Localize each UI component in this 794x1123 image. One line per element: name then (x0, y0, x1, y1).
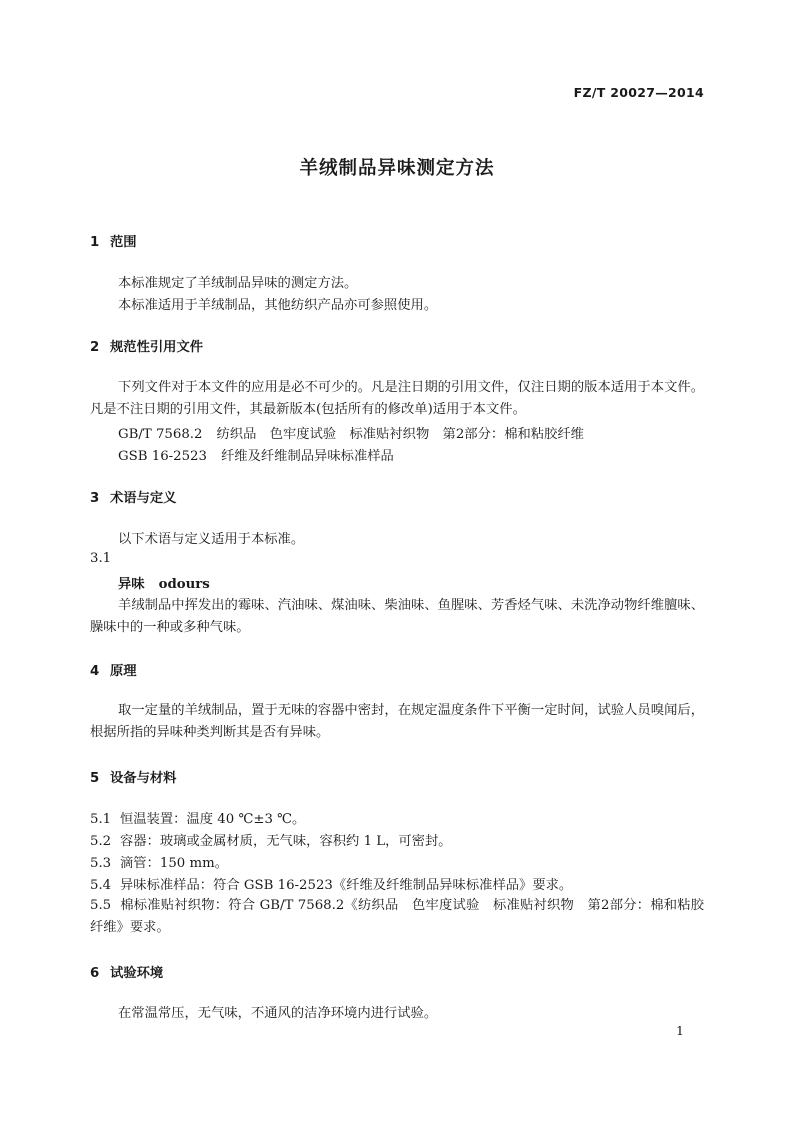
item-text: 异味标准样品：符合 GSB 16-2523《纤维及纤维制品异味标准样品》要求。 (120, 878, 573, 893)
item-text: 容器：玻璃或金属材质，无气味，容积约 1 L，可密封。 (120, 834, 452, 849)
section-number: 1 (90, 235, 100, 250)
paragraph: 本标准规定了羊绒制品异味的测定方法。 (118, 276, 358, 291)
section-title: 设备与材料 (110, 771, 177, 786)
section-title: 范围 (110, 235, 137, 250)
term-definition: 羊绒制品中挥发出的霉味、汽油味、煤油味、柴油味、鱼腥味、芳香烃气味、未洗净动物纤维膻味、臊味中的一种或多种气味。 (90, 598, 704, 635)
section-title: 术语与定义 (110, 491, 177, 506)
section-heading-3 (90, 487, 176, 506)
item-number: 5.5 (90, 898, 112, 913)
section-number: 5 (90, 771, 100, 786)
reference-title: 纤维及纤维制品异味标准样品 (220, 449, 394, 464)
subsection-number: 3.1 (90, 551, 112, 566)
reference-title: 纺织品 色牢度试验 标准贴衬织物 第2部分：棉和粘胶纤维 (216, 427, 584, 442)
section-heading-5 (90, 767, 176, 786)
list-item (90, 874, 572, 893)
list-item (90, 808, 305, 827)
section-title: 原理 (110, 664, 137, 679)
item-number: 5.4 (90, 878, 112, 893)
section-title: 规范性引用文件 (110, 340, 204, 355)
item-number: 5.3 (90, 856, 112, 871)
section-title: 试验环境 (110, 966, 164, 981)
paragraph: 下列文件对于本文件的应用是必不可少的。凡是注日期的引用文件，仅注日期的版本适用于本文件。凡是不注日期的引用文件，其最新版本(包括所有的修改单)适用于本文件。 (90, 380, 704, 417)
page-number: 1 (676, 1023, 684, 1038)
reference-item (118, 423, 584, 442)
item-number: 5.1 (90, 812, 112, 827)
reference-item (118, 445, 394, 464)
reference-code: GSB 16-2523 (118, 449, 207, 464)
standard-code: FZ/T 20027—2014 (573, 85, 704, 100)
paragraph: 本标准适用于羊绒制品，其他纺织产品亦可参照使用。 (118, 298, 438, 313)
section-heading-1 (90, 231, 137, 250)
section-heading-6 (90, 962, 163, 981)
term-chinese: 异味 (118, 577, 145, 592)
section-number: 3 (90, 491, 100, 506)
document-title: 羊绒制品异味测定方法 (299, 158, 495, 179)
term-english: odours (158, 577, 210, 592)
section-number: 4 (90, 664, 100, 679)
item-text: 棉标准贴衬织物：符合 GB/T 7568.2《纺织品 色牢度试验 标准贴衬织物 第2部分：棉和粘胶纤维》要求。 (90, 898, 704, 935)
paragraph: 取一定量的羊绒制品，置于无味的容器中密封，在规定温度条件下平衡一定时间，试验人员嗅闻后，根据所指的异味种类判断其是否有异味。 (90, 703, 704, 740)
reference-code: GB/T 7568.2 (118, 427, 203, 442)
section-number: 6 (90, 966, 100, 981)
section-number: 2 (90, 340, 100, 355)
list-item (90, 830, 452, 849)
paragraph: 以下术语与定义适用于本标准。 (118, 532, 305, 547)
list-item (90, 852, 228, 871)
section-heading-4 (90, 660, 137, 679)
list-item (90, 895, 704, 939)
paragraph: 在常温常压，无气味，不通风的洁净环境内进行试验。 (118, 1006, 438, 1021)
section-heading-2 (90, 336, 203, 355)
item-number: 5.2 (90, 834, 112, 849)
term-entry (118, 573, 210, 592)
item-text: 滴管：150 mm。 (120, 856, 229, 871)
item-text: 恒温装置：温度 40 ℃±3 ℃。 (120, 812, 306, 827)
